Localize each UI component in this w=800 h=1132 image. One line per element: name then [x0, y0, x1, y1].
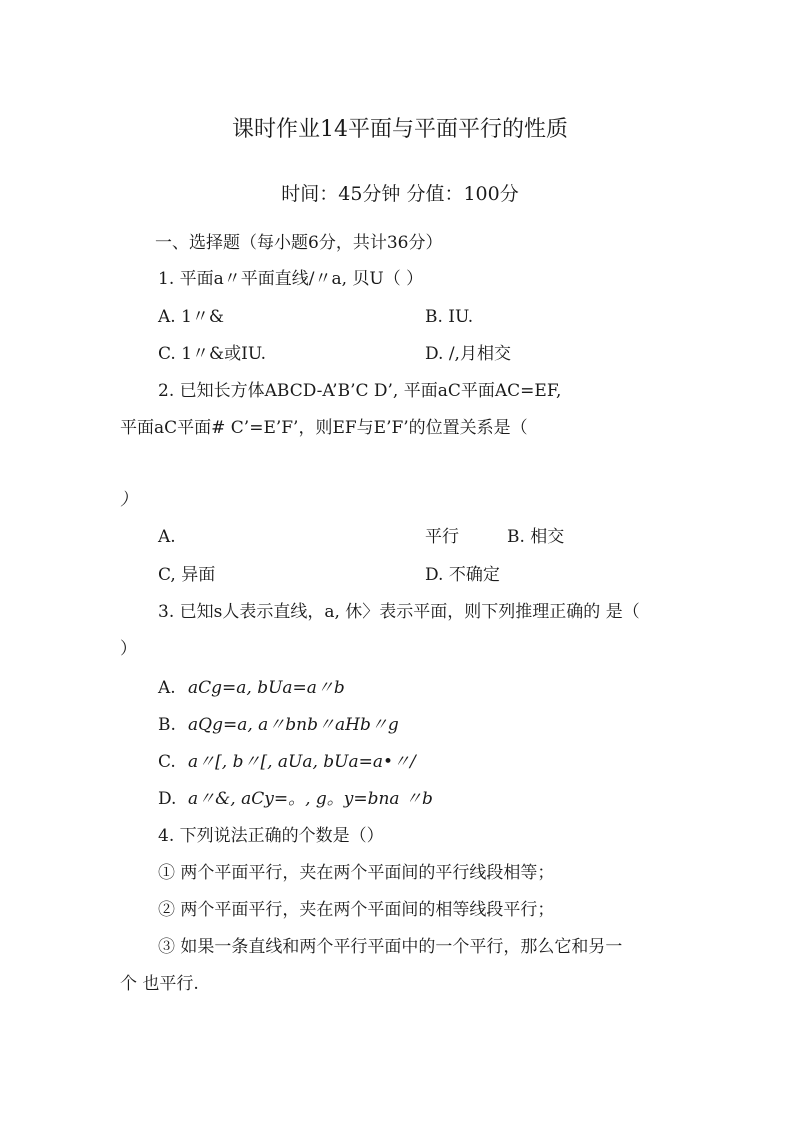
- q1-option-a: A. 1〃&: [158, 307, 225, 327]
- q1-option-c: C. 1〃&或IU.: [158, 344, 267, 364]
- q2-option-c: C, 异面: [158, 565, 216, 585]
- q4-statement-3-line1: ③ 如果一条直线和两个平行平面中的一个平行，那么它和另一: [158, 937, 623, 957]
- q1-option-b: B. IU.: [425, 307, 474, 327]
- q1-option-d: D. /,月相交: [425, 344, 511, 364]
- q3-stem-line2: ）: [120, 639, 137, 659]
- q4-stem: 4. 下列说法正确的个数是（）: [158, 826, 384, 846]
- q2-stem-line1: 2. 已知长方体ABCD-A’B’C D’, 平面aC平面AC=EF,: [158, 381, 562, 401]
- q2-option-a-text: 平行: [425, 527, 459, 547]
- q2-stem-line3: ）: [120, 490, 137, 510]
- q3-option-b-label: B.: [158, 715, 176, 735]
- q3-option-a-label: A.: [158, 678, 176, 698]
- q3-option-c: a〃[, b〃[, aUa, bUa=a•〃/: [188, 752, 416, 772]
- q1-stem: 1. 平面a〃平面直线/〃a, 贝U（ ）: [158, 269, 424, 289]
- document-title: 课时作业14平面与平面平行的性质: [232, 117, 568, 142]
- section-heading: 一、选择题（每小题6分，共计36分）: [155, 233, 443, 253]
- q3-option-b: aQg=a, a〃bnb〃aHb〃g: [188, 715, 399, 735]
- q3-option-a: aCg=a, bUa=a〃b: [188, 678, 345, 698]
- q2-option-a-label: A.: [158, 527, 176, 547]
- q4-statement-2: ② 两个平面平行，夹在两个平面间的相等线段平行；: [158, 900, 555, 920]
- q2-stem-line2: 平面aC平面# C’=E’F’，则EF与E’F’的位置关系是（: [120, 418, 528, 438]
- q3-option-d-label: D.: [158, 789, 177, 809]
- q3-option-d: a〃&, aCy=。, g。y=bna 〃b: [188, 789, 433, 809]
- q2-option-d: D. 不确定: [425, 565, 500, 585]
- q3-stem-line1: 3. 已知s人表示直线，a, 休〉表示平面，则下列推理正确的 是（: [158, 602, 640, 622]
- q2-option-b: B. 相交: [507, 527, 565, 547]
- q3-option-c-label: C.: [158, 752, 176, 772]
- document-subtitle: 时间：45分钟 分值：100分: [281, 183, 519, 205]
- q4-statement-3-line2: 个 也平行.: [120, 974, 199, 994]
- q4-statement-1: ① 两个平面平行，夹在两个平面间的平行线段相等；: [158, 863, 555, 883]
